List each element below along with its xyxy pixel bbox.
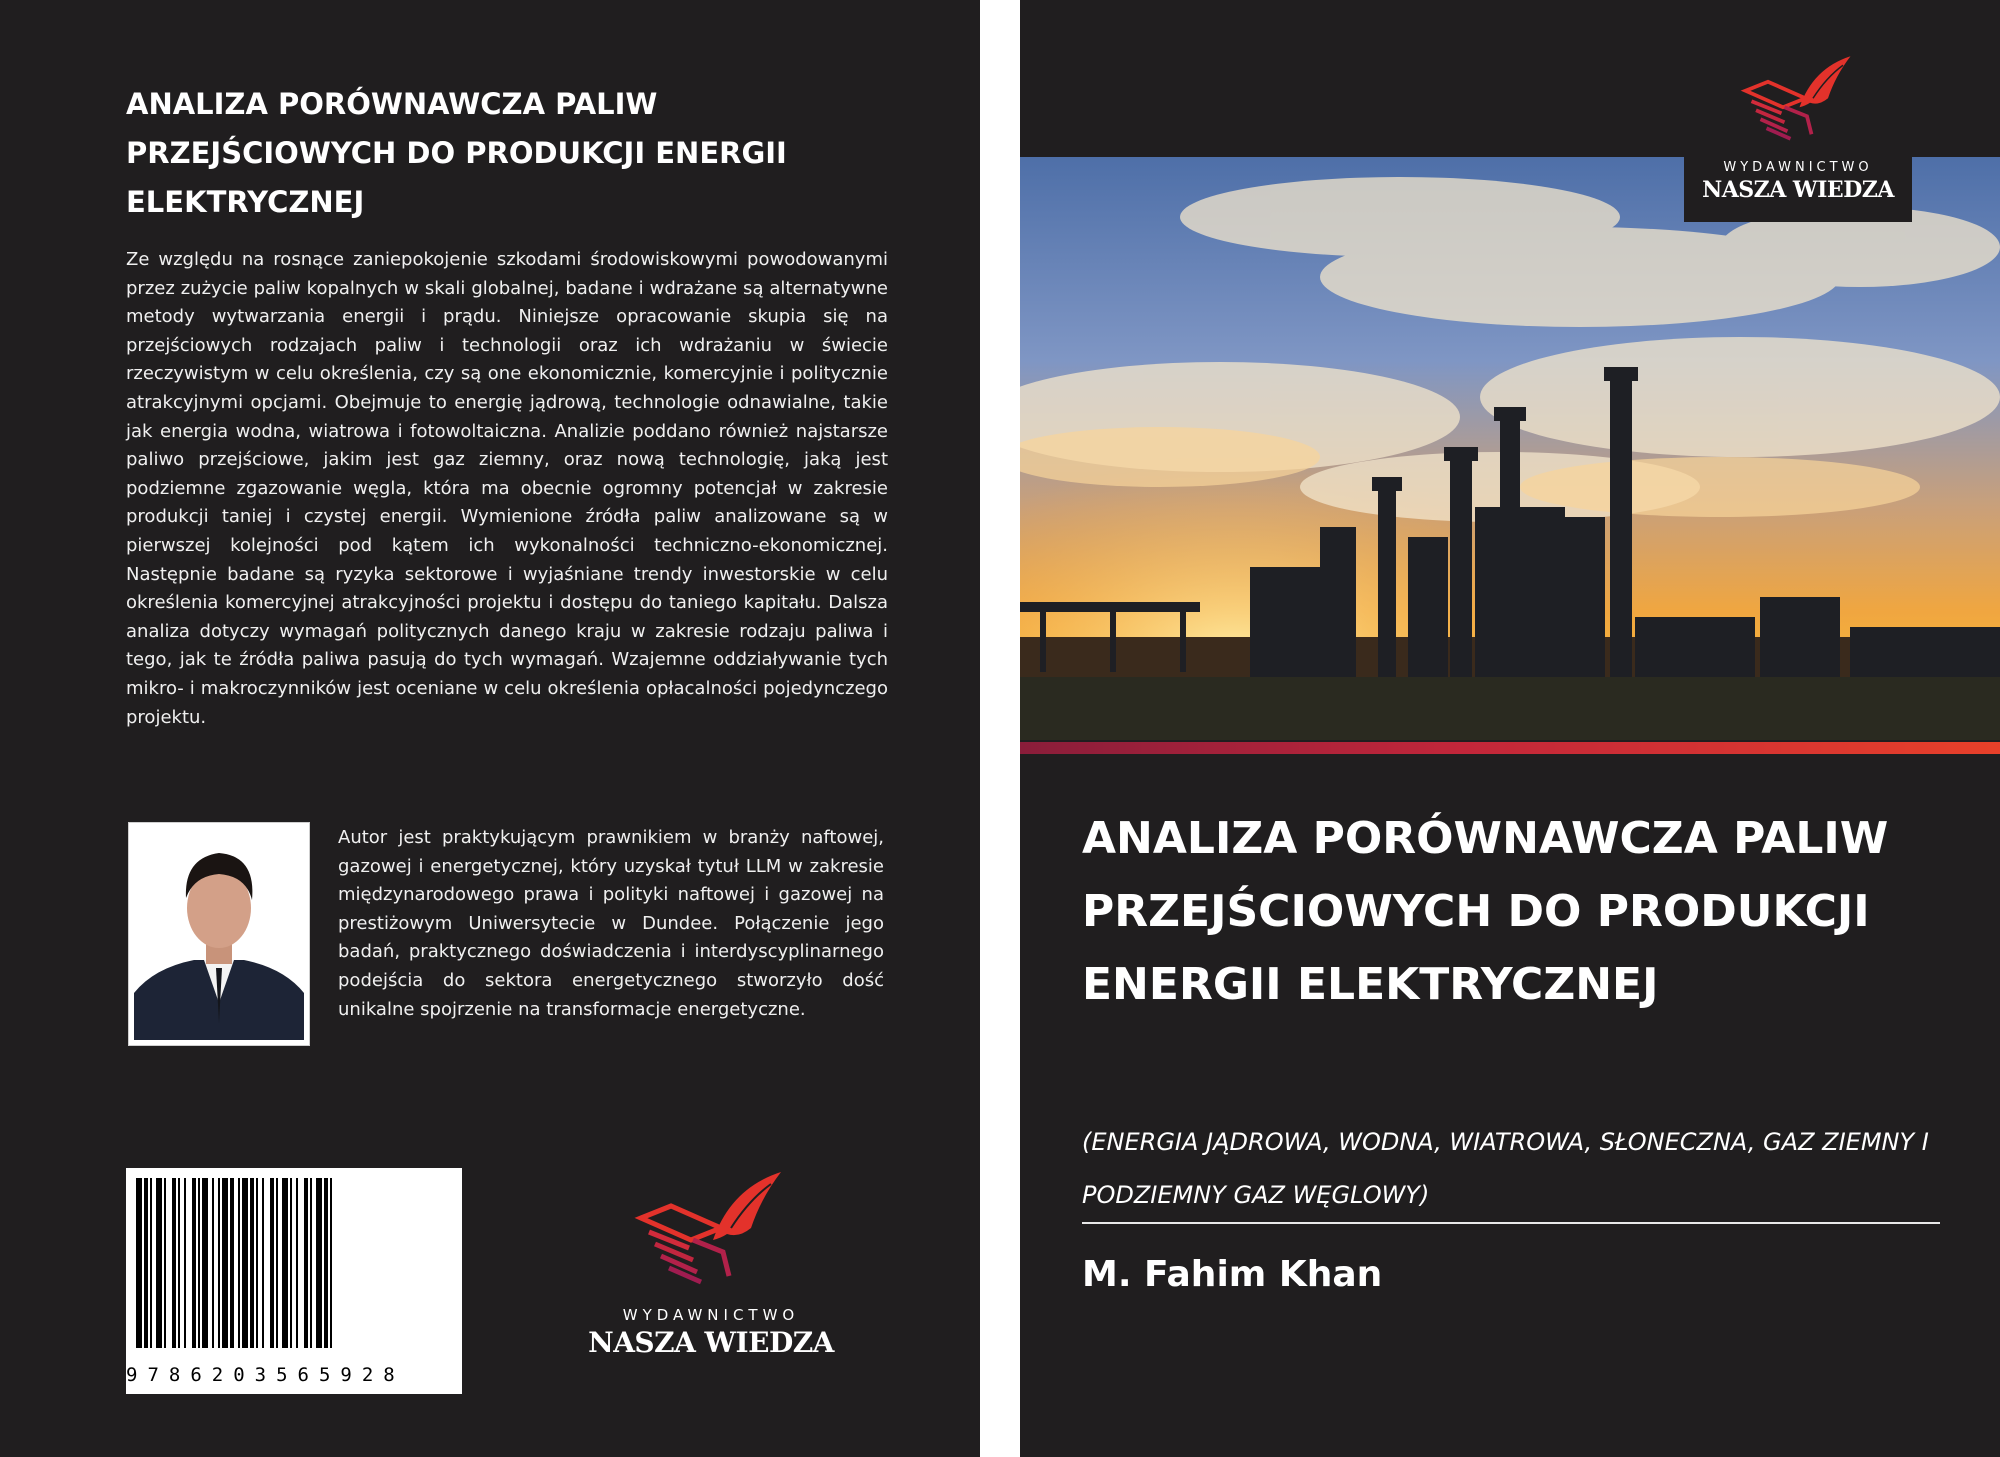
back-cover-description: Ze względu na rosnące zaniepokojenie szkodami środowiskowymi powodowanymi przez zużycie paliw kopalnych w skali globalnej, badane i wdrażane są alternatywne metody wytwarzania energii i prądu. Niniejsze opracowanie skupia się na przejściowych rodzajach paliw i technologii oraz ich wdrażaniu w świecie rzeczywistym w celu określenia, czy są one ekonomicznie, komercyjnie i politycznie atrakcyjnymi opcjami. Obejmuje to energię jądrową, technologie odnawialne, takie jak energia wodna, wiatrowa i fotowoltaiczna. Analizie poddano również najstarsze paliwo przejściowe, jakim jest gaz ziemny, oraz nową technologię, jaką jest podziemne zgazowanie węgla, która ma obecnie ogromny potencjał w zakresie produkcji taniej i czystej energii. Wymienione źródła paliw analizowane są w pierwszej kolejności pod kątem ich wykonalności techniczno-ekonomicznej. Następnie badane są ryzyka sektorowe i wyjaśniane trendy inwestorskie w celu określenia komercyjnej atrakcyjności projektu i dostępu do taniego kapitału. Dalsza analiza dotyczy wymagań politycznych danego kraju w zakresie rodzaju paliwa i tego, jak te źródła paliwa pasują do tych wymagań. Wzajemne oddziaływanie tych mikro- i makroczynników jest oceniane w celu określenia opłacalności pojedynczego projektu. — [126, 249, 888, 728]
book-quill-icon — [631, 1168, 791, 1298]
front-cover-title: ANALIZA PORÓWNAWCZA PALIW PRZEJŚCIOWYCH DO PRODUKCJI ENERGII ELEKTRYCZNEJ — [1082, 813, 1889, 1010]
spine — [980, 0, 1020, 1457]
front-cover — [1020, 0, 2000, 1457]
person-portrait-icon — [134, 828, 304, 1040]
barcode — [126, 1168, 462, 1394]
back-publisher-logo — [580, 1168, 842, 1359]
author-bio: Autor jest praktykującym prawnikiem w branży naftowej, gazowej i energetycznej, który uzyskał tytuł LLM w zakresie międzynarodowego prawa i polityki naftowej i gazowej na prestiżowym Uniwersytecie w Dundee. Połączenie jego badań, praktycznego doświadczenia i interdyscyplinarnego podejścia do sektora energetycznego stworzyło dość unikalne spojrzenie na transformacje energetyczne. — [338, 827, 884, 1020]
author-photo — [128, 822, 310, 1046]
front-publisher-line1: WYDAWNICTWO — [1723, 160, 1873, 175]
front-publisher-line2: NASZA WIEDZA — [1702, 177, 1894, 203]
front-cover-author: M. Fahim Khan — [1082, 1254, 1383, 1295]
power-plant-photo — [1020, 157, 2000, 740]
book-quill-icon — [1738, 52, 1858, 152]
barcode-digits: 9786203565928 — [126, 1364, 405, 1386]
back-cover-title: ANALIZA PORÓWNAWCZA PALIW PRZEJŚCIOWYCH DO PRODUKCJI ENERGII ELEKTRYCZNEJ — [126, 87, 787, 219]
barcode-bars — [126, 1178, 462, 1378]
front-publisher-logo — [1684, 52, 1912, 222]
back-cover — [0, 0, 980, 1457]
back-publisher-line2: NASZA WIEDZA — [588, 1326, 834, 1359]
front-divider — [1082, 1222, 1940, 1224]
back-publisher-line1: WYDAWNICTWO — [622, 1306, 800, 1324]
front-cover-subtitle: (ENERGIA JĄDROWA, WODNA, WIATROWA, SŁONECZNA, GAZ ZIEMNY I PODZIEMNY GAZ WĘGLOWY) — [1082, 1128, 1929, 1209]
accent-bar — [1020, 742, 2000, 754]
